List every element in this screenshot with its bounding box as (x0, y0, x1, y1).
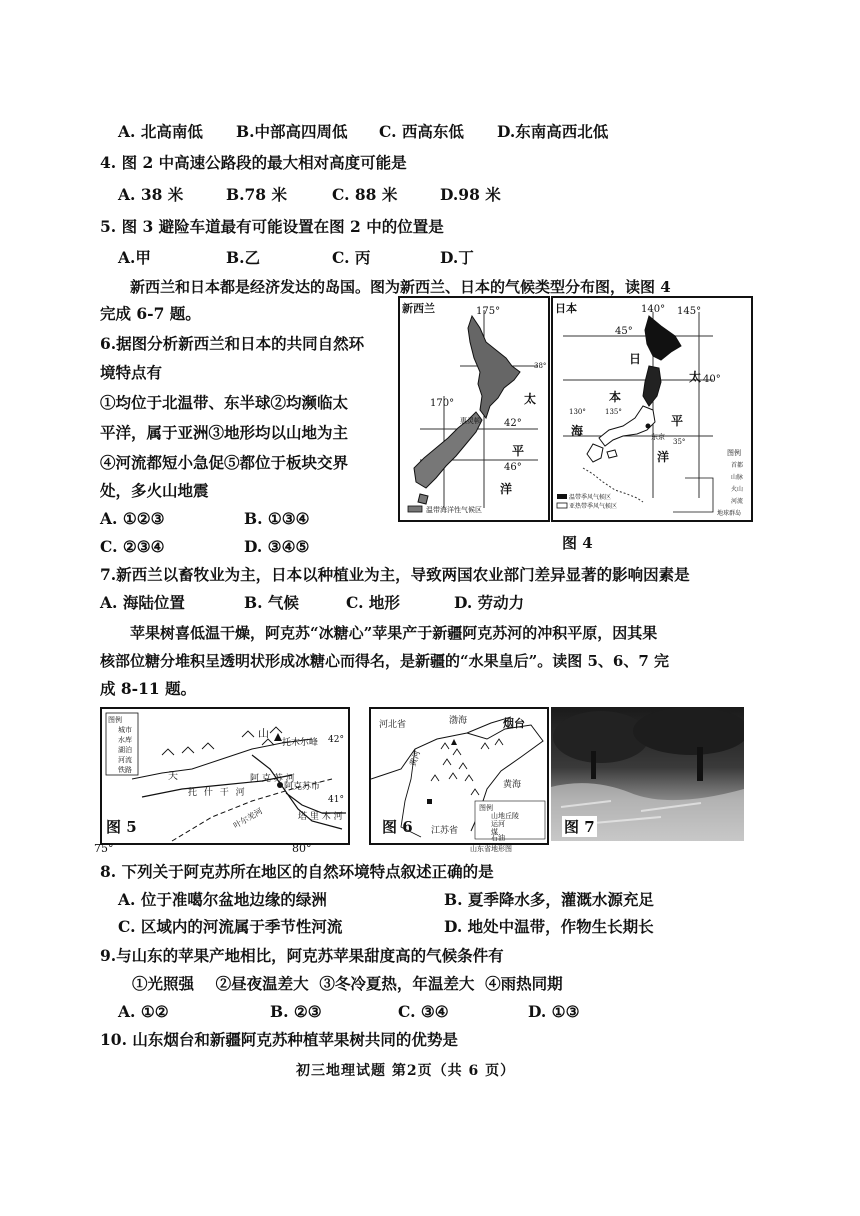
q9-items: ①光照强 ②昼夜温差大 ③冬冷夏热，年温差大 ④雨热同期 (132, 974, 563, 993)
fig5-mtn2: 天 (168, 771, 178, 782)
fig4-nz-ocean1: 太 (524, 392, 537, 406)
fig6-legend-title: 图例 (479, 804, 493, 812)
fig4-jp-c1: 日 (629, 352, 642, 366)
q3-option-b: B.中部高四周低 (236, 122, 348, 141)
fig4-jp-leg-a: 首都 (731, 462, 744, 469)
q7-option-c: C. 地形 (346, 593, 400, 612)
q4-stem: 4. 图 2 中高速公路段的最大相对高度可能是 (100, 153, 407, 172)
intro-8-11-line1: 苹果树喜低温干燥，阿克苏“冰糖心”苹果产于新疆阿克苏河的冲积平原，因其果 (130, 624, 658, 642)
q9-stem: 9.与山东的苹果产地相比，阿克苏苹果甜度高的气候条件有 (100, 946, 504, 965)
q6-line5: ④河流都短小急促⑤都位于板块交界 (100, 453, 349, 472)
fig6-sea: 渤海 (449, 716, 468, 726)
fig5-lon1: 75° (94, 842, 114, 855)
fig4-jp-lon4: 135° (605, 408, 622, 416)
fig6-province2: 江苏省 (431, 826, 459, 836)
fig4-jp-city: 东京 (651, 433, 665, 441)
fig4-nz-title: 新西兰 (402, 302, 435, 315)
fig5-legend-city: 城市 (118, 726, 132, 734)
fig4-jp-leg-c: 火山 (731, 486, 744, 493)
q8-option-a: A. 位于准噶尔盆地边缘的绿洲 (118, 890, 327, 909)
fig6-legend-mountain: 山地丘陵 (491, 812, 519, 820)
q6-option-d: D. ③④⑤ (244, 537, 310, 556)
fig4-caption: 图 4 (562, 534, 593, 552)
fig4-nz-city: 惠灵顿 (460, 417, 481, 425)
fig5-caption: 图 5 (106, 818, 137, 836)
q5-option-c: C. 丙 (332, 248, 371, 267)
q8-stem: 8. 下列关于阿克苏所在地区的自然环境特点叙述正确的是 (100, 862, 494, 881)
fig5-mtn1: 山 (258, 727, 269, 740)
q6-line3: ①均位于北温带、东半球②均濒临太 (100, 393, 349, 412)
fig6-caption: 图 6 (382, 818, 413, 836)
fig6-city: 烟台 (503, 717, 525, 730)
fig7-caption: 图 7 (564, 818, 595, 836)
q5-option-b: B.乙 (226, 248, 260, 267)
q10-stem: 10. 山东烟台和新疆阿克苏种植苹果树共同的优势是 (100, 1030, 458, 1049)
fig5-peak: 托木尔峰 (282, 738, 319, 748)
q6-line1: 6.据图分析新西兰和日本的共同自然环 (100, 334, 365, 353)
q9-option-c: C. ③④ (398, 1002, 449, 1021)
fig4-jp-lat1: 45° (615, 326, 633, 337)
fig4-nz-ocean3: 洋 (500, 482, 513, 496)
fig4-nz-legend: 温带海洋性气候区 (426, 506, 482, 514)
q6-option-c: C. ②③④ (100, 537, 165, 556)
fig5-lat2: 41° (328, 795, 344, 805)
fig5-river2: 阿 克 苏 河 (250, 774, 295, 784)
q5-option-d: D.丁 (440, 248, 474, 267)
fig4-nz-lat1: 42° (504, 418, 522, 429)
fig4-jp-legend2: 亚热带季风气候区 (569, 503, 618, 510)
fig4-nz-lon2: 170° (430, 398, 455, 409)
q4-option-a: A. 38 米 (118, 185, 184, 204)
fig4-jp-title: 日本 (555, 302, 577, 315)
q3-option-c: C. 西高东低 (379, 122, 464, 141)
q3-option-a: A. 北高南低 (118, 122, 203, 141)
page-footer: 初三地理试题 第2页（共 6 页） (296, 1063, 516, 1079)
fig5-legend-railway: 铁路 (118, 766, 132, 774)
fig4-jp-legend-title: 图例 (727, 449, 741, 457)
q3-option-d: D.东南高西北低 (497, 122, 609, 141)
q7-option-b: B. 气候 (244, 593, 299, 612)
q6-line2: 境特点有 (100, 363, 163, 382)
fig6-subtitle: 山东省地形图 (470, 845, 512, 853)
q6-option-b: B. ①③④ (244, 509, 310, 528)
fig4-nz-ocean2: 平 (512, 444, 525, 458)
q5-stem: 5. 图 3 避险车道最有可能设置在图 2 中的位置是 (100, 217, 444, 236)
fig6-sea2: 黄海 (503, 780, 522, 790)
intro-8-11-line2: 核部位糖分堆积呈透明状形成冰糖心而得名，是新疆的“水果皇后”。读图 5、6、7 完 (100, 652, 670, 670)
fig5-map (100, 707, 350, 845)
fig4-nz-lat0: 38° (534, 362, 547, 370)
fig4-jp-lat2: 40° (703, 374, 721, 385)
q4-option-d: D.98 米 (440, 185, 501, 204)
fig4-jp-legend1: 温带季风气候区 (569, 494, 612, 501)
fig4-jp-o1: 太 (689, 370, 702, 384)
fig4-nz-lat2: 46° (504, 462, 522, 473)
fig4-nz-lon1: 175° (476, 306, 501, 317)
fig6-province1: 河北省 (379, 720, 407, 730)
fig5-river4: 叶尔羌河 (231, 806, 265, 831)
fig5-lat1: 42° (328, 735, 344, 745)
fig4-jp-leg-d: 河流 (731, 498, 744, 505)
fig5-legend-lake: 湖泊 (118, 746, 132, 754)
q6-option-a: A. ①②③ (100, 509, 165, 528)
intro-8-11-line3: 成 8-11 题。 (100, 679, 197, 698)
fig5-legend-title: 图例 (108, 716, 122, 724)
q7-stem: 7.新西兰以畜牧业为主，日本以种植业为主，导致两国农业部门差异显著的影响因素是 (100, 565, 690, 584)
fig5-city: 阿克苏市 (284, 782, 321, 792)
q8-option-d: D. 地处中温带，作物生长期长 (444, 917, 654, 936)
fig4-jp-lon3: 130° (569, 408, 586, 416)
fig4-jp-o2: 平 (671, 414, 684, 428)
fig6-legend-oil: 石油 (491, 834, 505, 842)
fig4-jp-o3: 洋 (657, 450, 670, 464)
fig5-legend-river: 河流 (118, 756, 132, 764)
intro-6-7-line1: 新西兰和日本都是经济发达的岛国。图为新西兰、日本的气候类型分布图，读图 4 (130, 278, 671, 296)
q9-option-a: A. ①② (118, 1002, 169, 1021)
fig4-jp-lon2: 145° (677, 306, 702, 317)
q8-option-c: C. 区域内的河流属于季节性河流 (118, 917, 343, 936)
q6-line4: 平洋，属于亚洲③地形均以山地为主 (100, 423, 349, 442)
fig4-nz-map (398, 296, 550, 522)
fig4-jp-lat3: 35° (673, 438, 686, 446)
q8-option-b: B. 夏季降水多，灌溉水源充足 (444, 890, 654, 909)
q4-option-c: C. 88 米 (332, 185, 398, 204)
fig4-jp-lon1: 140° (641, 304, 666, 315)
intro-6-7-line2: 完成 6-7 题。 (100, 304, 201, 323)
fig5-river1: 托 什 干 河 (188, 788, 247, 798)
fig5-lon2: 80° (292, 842, 312, 855)
fig6-legend-canal: 运河 (491, 820, 505, 828)
fig5-river3: 塔 里 木 河 (298, 812, 343, 822)
fig4-jp-source: 地球群岛 (717, 510, 742, 517)
q4-option-b: B.78 米 (226, 185, 287, 204)
q9-option-d: D. ①③ (528, 1002, 580, 1021)
q7-option-a: A. 海陆位置 (100, 593, 185, 612)
fig4-japan-map (551, 296, 753, 522)
fig5-legend-reservoir: 水库 (118, 736, 132, 744)
q7-option-d: D. 劳动力 (454, 593, 525, 612)
q9-option-b: B. ②③ (270, 1002, 322, 1021)
q6-line6: 处，多火山地震 (100, 481, 209, 500)
fig6-river: 黄河 (408, 749, 422, 768)
fig4-jp-leg-b: 山脉 (731, 474, 744, 481)
fig6-legend-coal: 煤 (491, 828, 498, 836)
fig4-jp-c2: 本 (609, 390, 622, 404)
fig4-jp-c3: 海 (571, 424, 584, 438)
q5-option-a: A.甲 (118, 248, 151, 267)
